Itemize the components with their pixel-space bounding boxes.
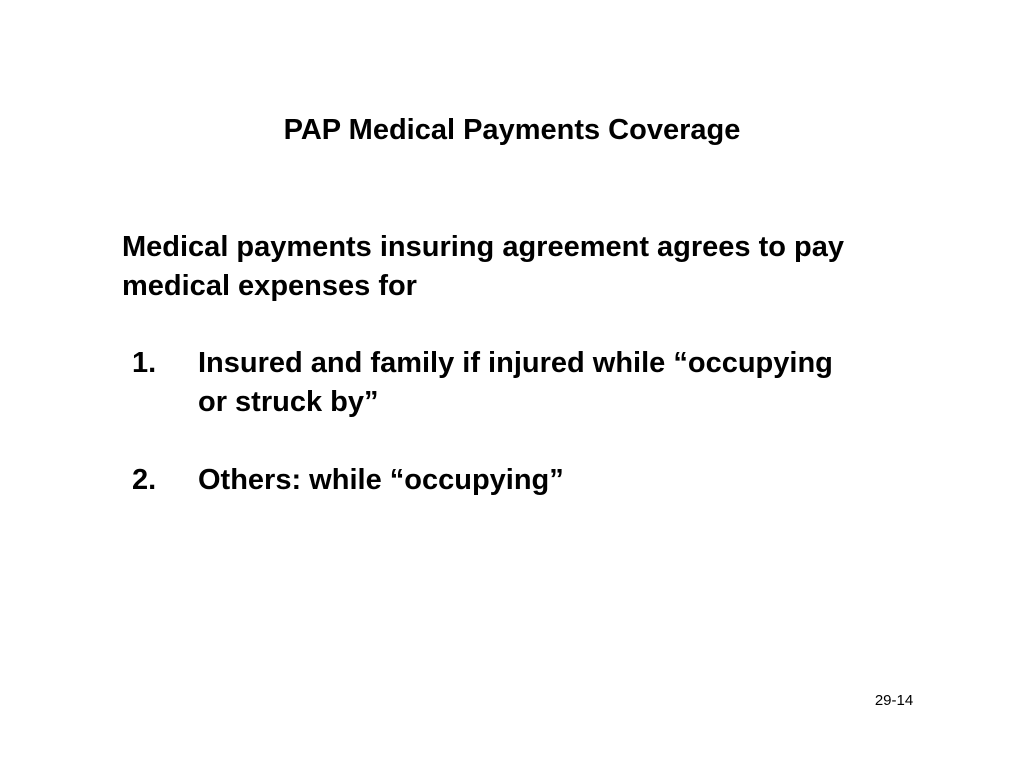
list-item-number: 1.: [132, 347, 157, 379]
list-item-text: Insured and family if injured while “occupying or struck by”: [198, 347, 833, 418]
page-number: 29-14: [874, 692, 914, 709]
list-item-text: Others: while “occupying”: [198, 464, 564, 496]
intro-text: Medical payments insuring agreement agrees to pay medical expenses for: [122, 231, 845, 302]
slide-title: PAP Medical Payments Coverage: [283, 114, 741, 146]
list-item-number: 2.: [132, 464, 157, 496]
